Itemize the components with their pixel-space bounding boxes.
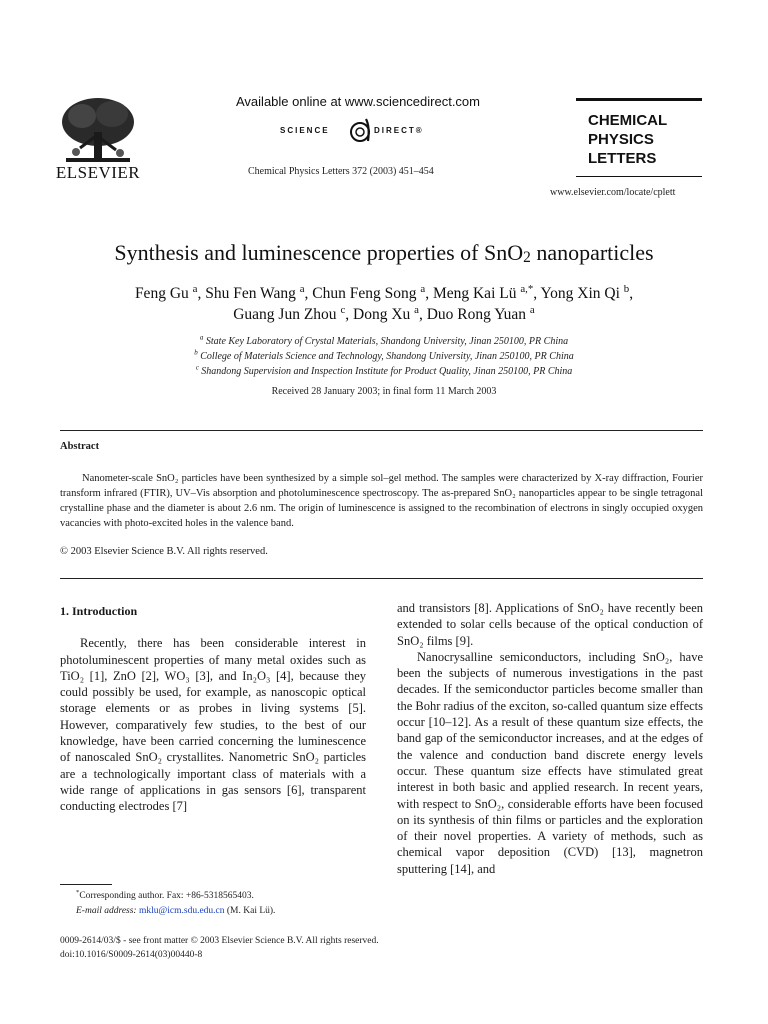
available-online-text: Available online at www.sciencedirect.com: [236, 94, 480, 109]
left-column: [60, 600, 366, 815]
footer-copyright: 0009-2614/03/$ - see front matter © 2003 Elsevier Science B.V. All rights reserved.: [60, 936, 379, 946]
sciencedirect-right-text: DIRECT®: [374, 126, 424, 135]
journal-url-link[interactable]: www.elsevier.com/locate/cplett: [550, 187, 676, 198]
footnote-rule: [60, 884, 112, 885]
footnote-corresponding-text: Corresponding author. Fax: +86-5318565403.: [79, 891, 254, 901]
author-name: Feng Gu: [134, 285, 189, 302]
footer-doi[interactable]: doi:10.1016/S0009-2614(03)00440-8: [60, 950, 203, 960]
affiliation-item: [0, 364, 768, 379]
email-link[interactable]: mklu@icm.sdu.edu.cn: [138, 906, 225, 916]
author-affil-mark[interactable]: b: [623, 282, 630, 295]
author-separator: ,: [304, 285, 313, 302]
footnote-line: [60, 904, 366, 919]
article-title: [0, 240, 768, 266]
author-separator: ,: [533, 285, 541, 302]
author-list: [40, 283, 728, 325]
affiliation-mark: a: [199, 333, 204, 342]
intro-paragraph: Nanocrysalline semiconductors, including SnO₂, have been the subjects of numerous investigations in the past decades. If the semiconductor particles become smaller than the Bohr radius of the exciton, so-called quantum size effects occur [10–12]. As a result of these quantum size effects, the band gap of the semiconductor increases, and at the edges of the valence and conduction band discrete energy levels occur. These quantum size effects have stimulated great interest in both basic and applied research. In recent years, with respect to SnO₂, considerable efforts have been focused on its synthesis of thin films or particles and the exploration of their novel properties. A variety of methods, such as chemical vapor deposition (CVD) [13], magnetron sputtering [14], and: [397, 649, 703, 876]
journal-rule-bottom: [576, 176, 702, 177]
journal-reference: Chemical Physics Letters 372 (2003) 451–454: [248, 166, 434, 177]
right-column: [397, 600, 703, 877]
author-name: Dong Xu: [353, 306, 411, 323]
journal-rule-top: [576, 98, 702, 101]
author-name: Shu Fen Wang: [205, 285, 296, 302]
author-name: Guang Jun Zhou: [233, 306, 337, 323]
affiliation-list: [0, 334, 768, 379]
author-affil-mark[interactable]: a: [529, 303, 535, 316]
author-name: Meng Kai Lü: [432, 285, 517, 302]
title-text-end: nanoparticles: [530, 240, 654, 265]
author-affil-mark[interactable]: a: [299, 282, 305, 295]
page-header: [0, 0, 768, 200]
intro-paragraph: Recently, there has been considerable interest in photoluminescent properties of many metal oxides such as TiO₂ [1], ZnO [2], WO₃ [3], and In₂O₃ [4], because they could possibly be used, for example, as nanoscopic optical storage elements or as probes in living systems [5]. However, comparatively few studies, to the best of our knowledge, have been carried concerning the luminescence of nanoscaled SnO₂ crystallites. Nanometric SnO₂ particles are a technologically important class of materials with a wide range of applications in gas sensors [6], transparent conducting electrodes [7]: [60, 636, 366, 814]
author-name: Yong Xin Qi: [540, 285, 620, 302]
publisher-name: ELSEVIER: [55, 163, 141, 182]
author-separator: ,: [425, 285, 433, 302]
affiliation-text: State Key Laboratory of Crystal Materials, Shandong University, Jinan 250100, PR China: [205, 336, 569, 347]
title-text: Synthesis and luminescence properties of SnO: [114, 240, 524, 265]
author-separator: ,: [629, 285, 634, 302]
section-heading-introduction: 1. Introduction: [60, 604, 138, 618]
journal-name-line: LETTERS: [588, 150, 657, 167]
author-separator: ,: [197, 285, 206, 302]
journal-name-line: PHYSICS: [588, 131, 654, 148]
sciencedirect-left-text: SCIENCE: [280, 126, 330, 135]
affiliation-text: College of Materials Science and Technology, Shandong University, Jinan 250100, PR China: [200, 351, 574, 362]
author-name: Duo Rong Yuan: [426, 306, 527, 323]
sciencedirect-d-icon: [346, 117, 374, 145]
journal-name-line: CHEMICAL: [588, 112, 668, 129]
author-affil-mark[interactable]: a: [414, 303, 419, 316]
footnote-mark: *: [76, 888, 80, 896]
affiliation-text: Shandong Supervision and Inspection Institute for Product Quality, Jinan 250100, PR China: [201, 366, 573, 377]
journal-name: [588, 111, 667, 168]
footnote-line: [60, 889, 366, 904]
abstract-bottom-rule: [60, 578, 703, 579]
affiliation-mark: c: [195, 363, 199, 372]
author-separator: ,: [418, 306, 427, 323]
page-footer: [60, 934, 379, 962]
author-affil-mark[interactable]: a,*: [520, 282, 534, 295]
affiliation-mark: b: [194, 348, 198, 357]
received-dates: Received 28 January 2003; in final form 11 March 2003: [271, 386, 497, 397]
author-affil-mark[interactable]: a: [192, 282, 198, 295]
abstract-copyright: © 2003 Elsevier Science B.V. All rights reserved.: [60, 546, 268, 557]
author-affil-mark[interactable]: c: [340, 303, 346, 316]
author-name: Chun Feng Song: [312, 285, 417, 302]
abstract-body: Nanometer-scale SnO₂ particles have been synthesized by a simple sol–gel method. The samples were characterized by X-ray diffraction, Fourier transform infrared (FTIR), UV–Vis absorption and photoluminescence spectroscopy. The as-prepared SnO₂ nanoparticles appear to be single tetragonal crystalline phase and the diameter is about 2.6 nm. The origin of luminescence is assigned to the recombination of electrons in singly occupied oxygen vacancies with photo-excited holes in the valence band.: [60, 473, 703, 529]
email-label: E-mail address:: [76, 906, 137, 916]
affiliation-item: [0, 334, 768, 349]
author-affil-mark[interactable]: a: [420, 282, 426, 295]
corresponding-author-footnote: [60, 889, 366, 919]
email-owner: (M. Kai Lü).: [226, 906, 276, 916]
sciencedirect-logo: [280, 117, 440, 147]
author-separator: ,: [345, 306, 354, 323]
affiliation-item: [0, 349, 768, 364]
abstract-top-rule: [60, 430, 703, 431]
abstract-heading: Abstract: [60, 441, 100, 452]
title-subscript: 2: [523, 249, 531, 266]
intro-paragraph-continued: and transistors [8]. Applications of SnO₂ have recently been extended to solar cells because of the optical conduction of SnO₂ films [9].: [397, 601, 703, 648]
